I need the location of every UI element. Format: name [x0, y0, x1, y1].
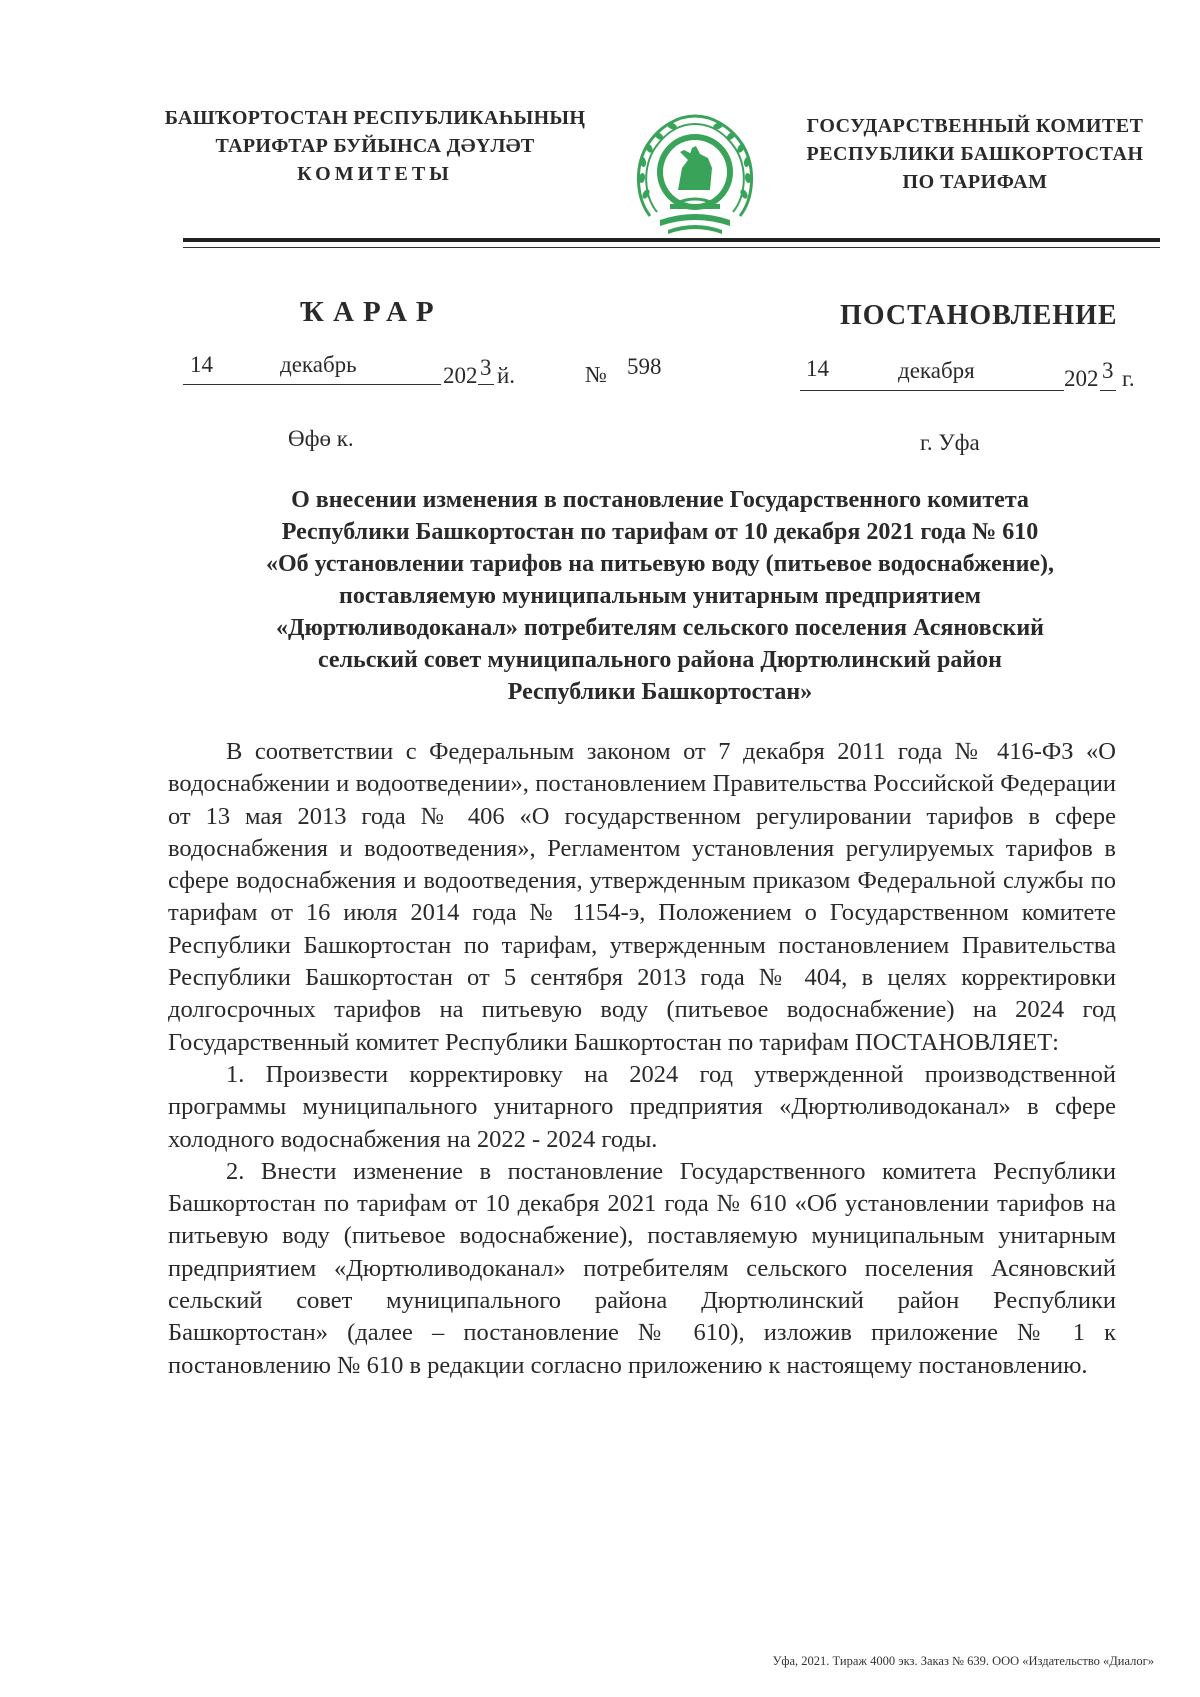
header-left-line-1: БАШҠОРТОСТАН РЕСПУБЛИКАҺЫНЫҢ [164, 107, 586, 129]
date-right-month: декабря [898, 358, 975, 383]
date-right-year-prefix: 202 [1064, 366, 1099, 391]
number-sign: № [585, 362, 607, 387]
date-left-year-prefix: 202 [443, 363, 478, 388]
document-body [168, 736, 1116, 1382]
number-value: 598 [627, 354, 662, 379]
title-line: «Об установлении тарифов на питьевую воду (питьевое водоснабжение), [265, 551, 1055, 577]
date-right-underline [800, 390, 1064, 391]
title-line: О внесении изменения в постановление Государственного комитета [291, 487, 1029, 513]
body-paragraph-item-2: 2. Внести изменение в постановление Государственного комитета Республики Башкортостан по тарифам от 10 декабря 2021 года № 610 «Об установлении тарифов на питьевую воду (питьевое водоснабжение), поставляемую муниципальным унитарным предприятием «Дюртюливодоканал» потребителям сельского поселения Асяновский сельский совет муниципального района Дюртюлинский район Республики Башкортостан» (далее – постановление № 610), изложив приложение № 1 к постановлению № 610 в редакции согласно приложению к настоящему постановлению. [168, 1157, 1116, 1379]
header-left-bashkir [160, 104, 590, 188]
doc-type-russian: ПОСТАНОВЛЕНИЕ [840, 300, 1118, 331]
header-left-line-2: ТАРИФТАР БУЙЫНСА ДӘҮЛӘТ [215, 135, 535, 157]
date-left-year-digit: 3 [480, 355, 492, 380]
title-line: поставляемую муниципальным унитарным предприятием [338, 583, 982, 609]
date-right-suffix: г. [1122, 366, 1135, 391]
date-left-year-underline [478, 384, 494, 385]
header-right-line-3: ПО ТАРИФАМ [902, 171, 1048, 193]
header-divider-thick [183, 238, 1160, 242]
date-left-underline [183, 384, 441, 385]
date-left-suffix: й. [497, 363, 516, 388]
header-right-line-1: ГОСУДАРСТВЕННЫЙ КОМИТЕТ [806, 115, 1144, 137]
city-bashkir: Өфө к. [288, 426, 354, 451]
body-paragraph-preamble: В соответствии с Федеральным законом от 7 декабря 2011 года № 416-ФЗ «О водоснабжении и водоотведении», постановлением Правительства Российской Федерации от 13 мая 2013 года № 406 «О государственном регулировании тарифов в сфере водоснабжения и водоотведения», Регламентом установления регулируемых тарифов в сфере водоснабжения и водоотведения, утвержденным приказом Федеральной службы по тарифам от 16 июля 2014 года № 1154-э, Положением о Государственном комитете Республики Башкортостан по тарифам, утвержденным постановлением Правительства Республики Башкортостан от 5 сентября 2013 года № 404, в целях корректировки долгосрочных тарифов на питьевую воду (питьевое водоснабжение) на 2024 год Государственный комитет Республики Башкортостан по тарифам ПОСТАНОВЛЯЕТ: [168, 738, 1116, 1056]
title-line: «Дюртюливодоканал» потребителям сельского поселения Асяновский [276, 615, 1044, 641]
title-line: Республики Башкортостан» [507, 679, 813, 705]
header-right-russian [790, 112, 1160, 196]
body-paragraph-item-1: 1. Произвести корректировку на 2024 год утвержденной производственной программы муниципального унитарного предприятия «Дюртюливодоканал» в сфере холодного водоснабжения на 2022 - 2024 годы. [168, 1060, 1116, 1153]
city-russian: г. Уфа [920, 430, 980, 455]
date-left-month: декабрь [280, 352, 357, 377]
header-left-line-3: КОМИТЕТЫ [297, 163, 453, 185]
title-line: сельский совет муниципального района Дюртюлинский район [317, 647, 1002, 673]
title-line: Республики Башкортостан по тарифам от 10 декабря 2021 года № 610 [281, 519, 1039, 545]
coat-of-arms-emblem [630, 108, 760, 240]
date-right-year-digit: 3 [1102, 358, 1114, 383]
print-footer: Уфа, 2021. Тираж 4000 экз. Заказ № 639. ООО «Издательство «Диалог» [772, 1654, 1154, 1668]
date-left-day: 14 [190, 352, 213, 377]
header-divider-thin [183, 247, 1160, 248]
date-right-day: 14 [806, 356, 829, 381]
doc-type-bashkir: ҠАРАР [300, 296, 443, 328]
document-title [160, 484, 1160, 708]
date-right-year-underline [1100, 390, 1116, 391]
header-right-line-2: РЕСПУБЛИКИ БАШКОРТОСТАН [806, 143, 1144, 165]
